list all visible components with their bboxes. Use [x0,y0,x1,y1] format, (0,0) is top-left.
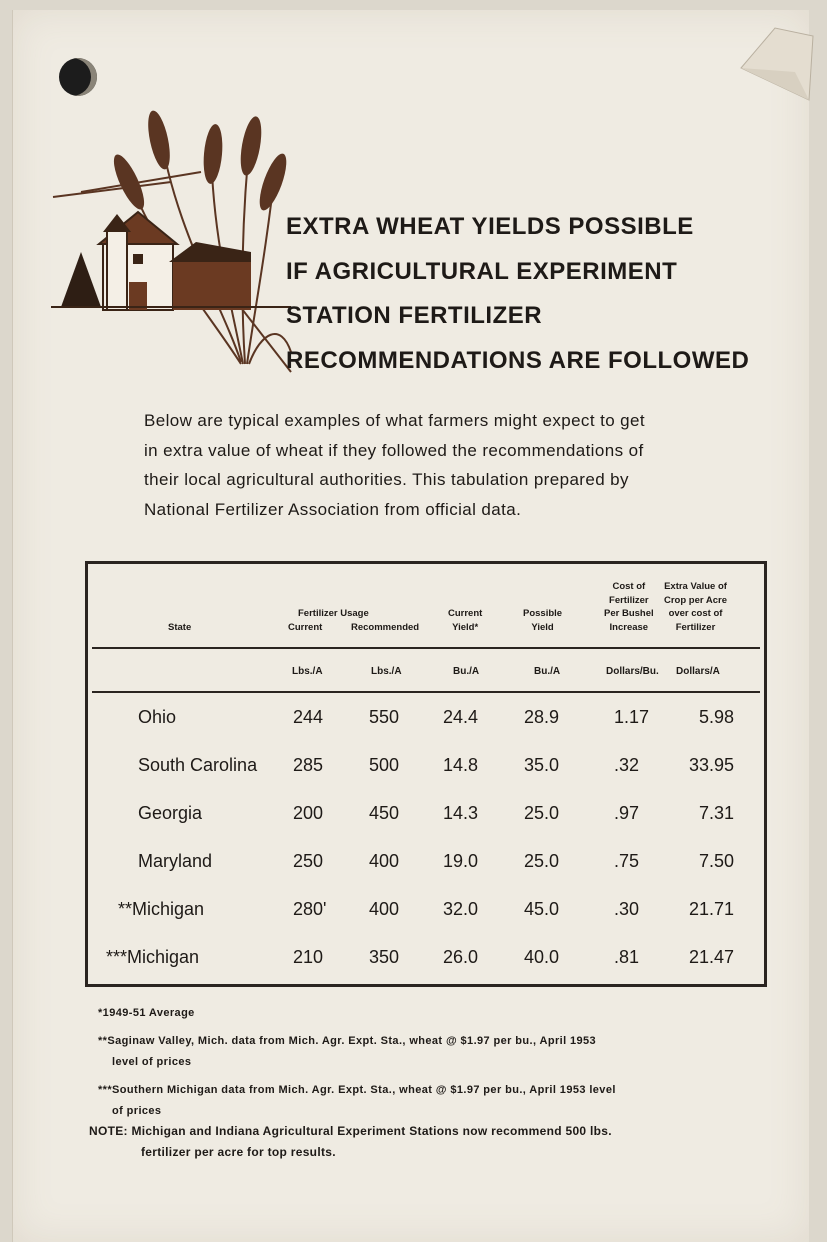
intro-line: their local agricultural authorities. This tabulation prepared by [144,470,629,489]
cell-recommended: 550 [369,707,400,727]
unit-cost: Dollars/Bu. [606,666,659,677]
header-current-yield [448,607,482,634]
cell-extra: 7.31 [698,803,734,823]
heading-line: EXTRA WHEAT YIELDS POSSIBLE [286,213,694,240]
header-extra-line: Extra Value of [664,581,727,592]
wheat-farmhouse-illustration [51,102,299,402]
cell-extra: 7.50 [698,851,734,871]
cell-possible-yield: 25.0 [524,851,560,871]
header-possible-yield-line: Yield [531,621,554,633]
header-fertilizer-usage: Fertilizer Usage [298,608,369,619]
cell-cost: .81 [614,947,640,967]
cell-extra: 21.71 [688,899,734,919]
heading-line: STATION FERTILIZER [286,302,543,329]
header-divider [92,647,760,649]
header-cost [604,580,654,634]
punch-hole [59,58,97,96]
header-current-yield-line: Yield* [452,621,479,633]
unit-extra: Dollars/A [676,666,720,677]
cell-possible-yield: 45.0 [524,899,560,919]
header-recommended: Recommended [351,622,420,633]
header-cost-line: Increase [609,621,649,633]
cell-current-yield: 19.0 [443,851,479,871]
cell-current: 280' [293,899,327,919]
cell-state: Maryland [138,851,213,871]
cell-current-yield: 26.0 [443,947,479,967]
booklet-page [12,10,809,1242]
cell-state: ***Michigan [106,947,200,967]
footnote-saginaw: **Saginaw Valley, Mich. data from Mich. Agr. Expt. Sta., wheat @ $1.97 per bu., April 1953 [98,1035,597,1047]
cell-state: Georgia [138,803,203,823]
unit-current: Lbs./A [292,666,323,677]
folded-corner-icon [735,22,815,102]
cell-recommended: 400 [369,851,400,871]
header-possible-yield [523,607,562,634]
header-extra-line: Crop per Acre [664,594,727,606]
heading-line: IF AGRICULTURAL EXPERIMENT [286,257,678,285]
note-line: fertilizer per acre for top results. [141,1145,336,1159]
heading-line: RECOMMENDATIONS ARE FOLLOWED [286,346,750,374]
cell-recommended: 350 [369,947,400,967]
fertilizer-table [85,561,767,987]
cell-extra: 5.98 [698,707,734,727]
footnotes [98,1003,758,1122]
header-current-yield-line: Current [448,608,483,619]
cell-current: 210 [293,947,324,967]
table-row [88,851,764,891]
intro-line: in extra value of wheat if they followed the recommendations of [144,440,644,460]
cell-current: 285 [293,755,324,775]
cell-cost: .75 [614,851,640,871]
cell-current-yield: 32.0 [443,899,479,919]
table-row [88,707,764,747]
unit-recommended: Lbs./A [371,666,402,677]
cell-state: South Carolina [138,755,258,775]
unit-current-yield: Bu./A [453,666,480,677]
page-heading [286,205,786,383]
cell-possible-yield: 25.0 [524,803,560,823]
cell-recommended: 450 [369,803,400,823]
cell-cost: .32 [614,755,640,775]
cell-possible-yield: 40.0 [524,947,560,967]
recommendation-note [89,1121,769,1163]
header-possible-yield-line: Possible [523,608,563,619]
intro-line: National Fertilizer Association from official data. [144,499,522,519]
footnote-southern-cont: of prices [112,1105,162,1117]
cell-extra: 21.47 [688,947,734,967]
units-divider [92,691,760,693]
cell-extra: 33.95 [688,755,734,775]
note-line: NOTE: Michigan and Indiana Agricultural Experiment Stations now recommend 500 lbs. [89,1124,612,1138]
unit-possible-yield: Bu./A [534,666,561,677]
cell-cost: .97 [614,803,640,823]
cell-current-yield: 24.4 [443,707,479,727]
footnote-saginaw-cont: level of prices [112,1056,192,1068]
header-cost-line: Fertilizer [609,594,649,606]
header-extra-value [664,580,727,634]
header-cost-line: Per Bushel [604,608,654,619]
cell-state: Ohio [138,707,177,727]
cell-cost: 1.17 [614,707,650,727]
cell-current: 244 [293,707,324,727]
cell-possible-yield: 35.0 [524,755,560,775]
table-row [88,803,764,843]
intro-line: Below are typical examples of what farmers might expect to get [144,411,646,430]
cell-current: 250 [293,851,324,871]
cell-recommended: 400 [369,899,400,919]
header-cost-line: Cost of [612,581,646,592]
cell-current-yield: 14.8 [443,755,479,775]
cell-current: 200 [293,803,324,823]
header-current: Current [288,622,323,633]
intro-paragraph [144,406,724,524]
footnote-southern: ***Southern Michigan data from Mich. Agr. Expt. Sta., wheat @ $1.97 per bu., April 1953 level [98,1084,616,1096]
table-row [88,755,764,795]
cell-state: **Michigan [118,899,205,919]
header-state: State [168,622,192,633]
cell-recommended: 500 [369,755,400,775]
table-row [88,899,764,939]
cell-possible-yield: 28.9 [524,707,560,727]
table-row [88,947,764,987]
cell-current-yield: 14.3 [443,803,479,823]
cell-cost: .30 [614,899,640,919]
footnote-average: *1949-51 Average [98,1007,195,1019]
header-extra-line: over cost of [668,608,723,619]
header-extra-line: Fertilizer [675,621,716,633]
